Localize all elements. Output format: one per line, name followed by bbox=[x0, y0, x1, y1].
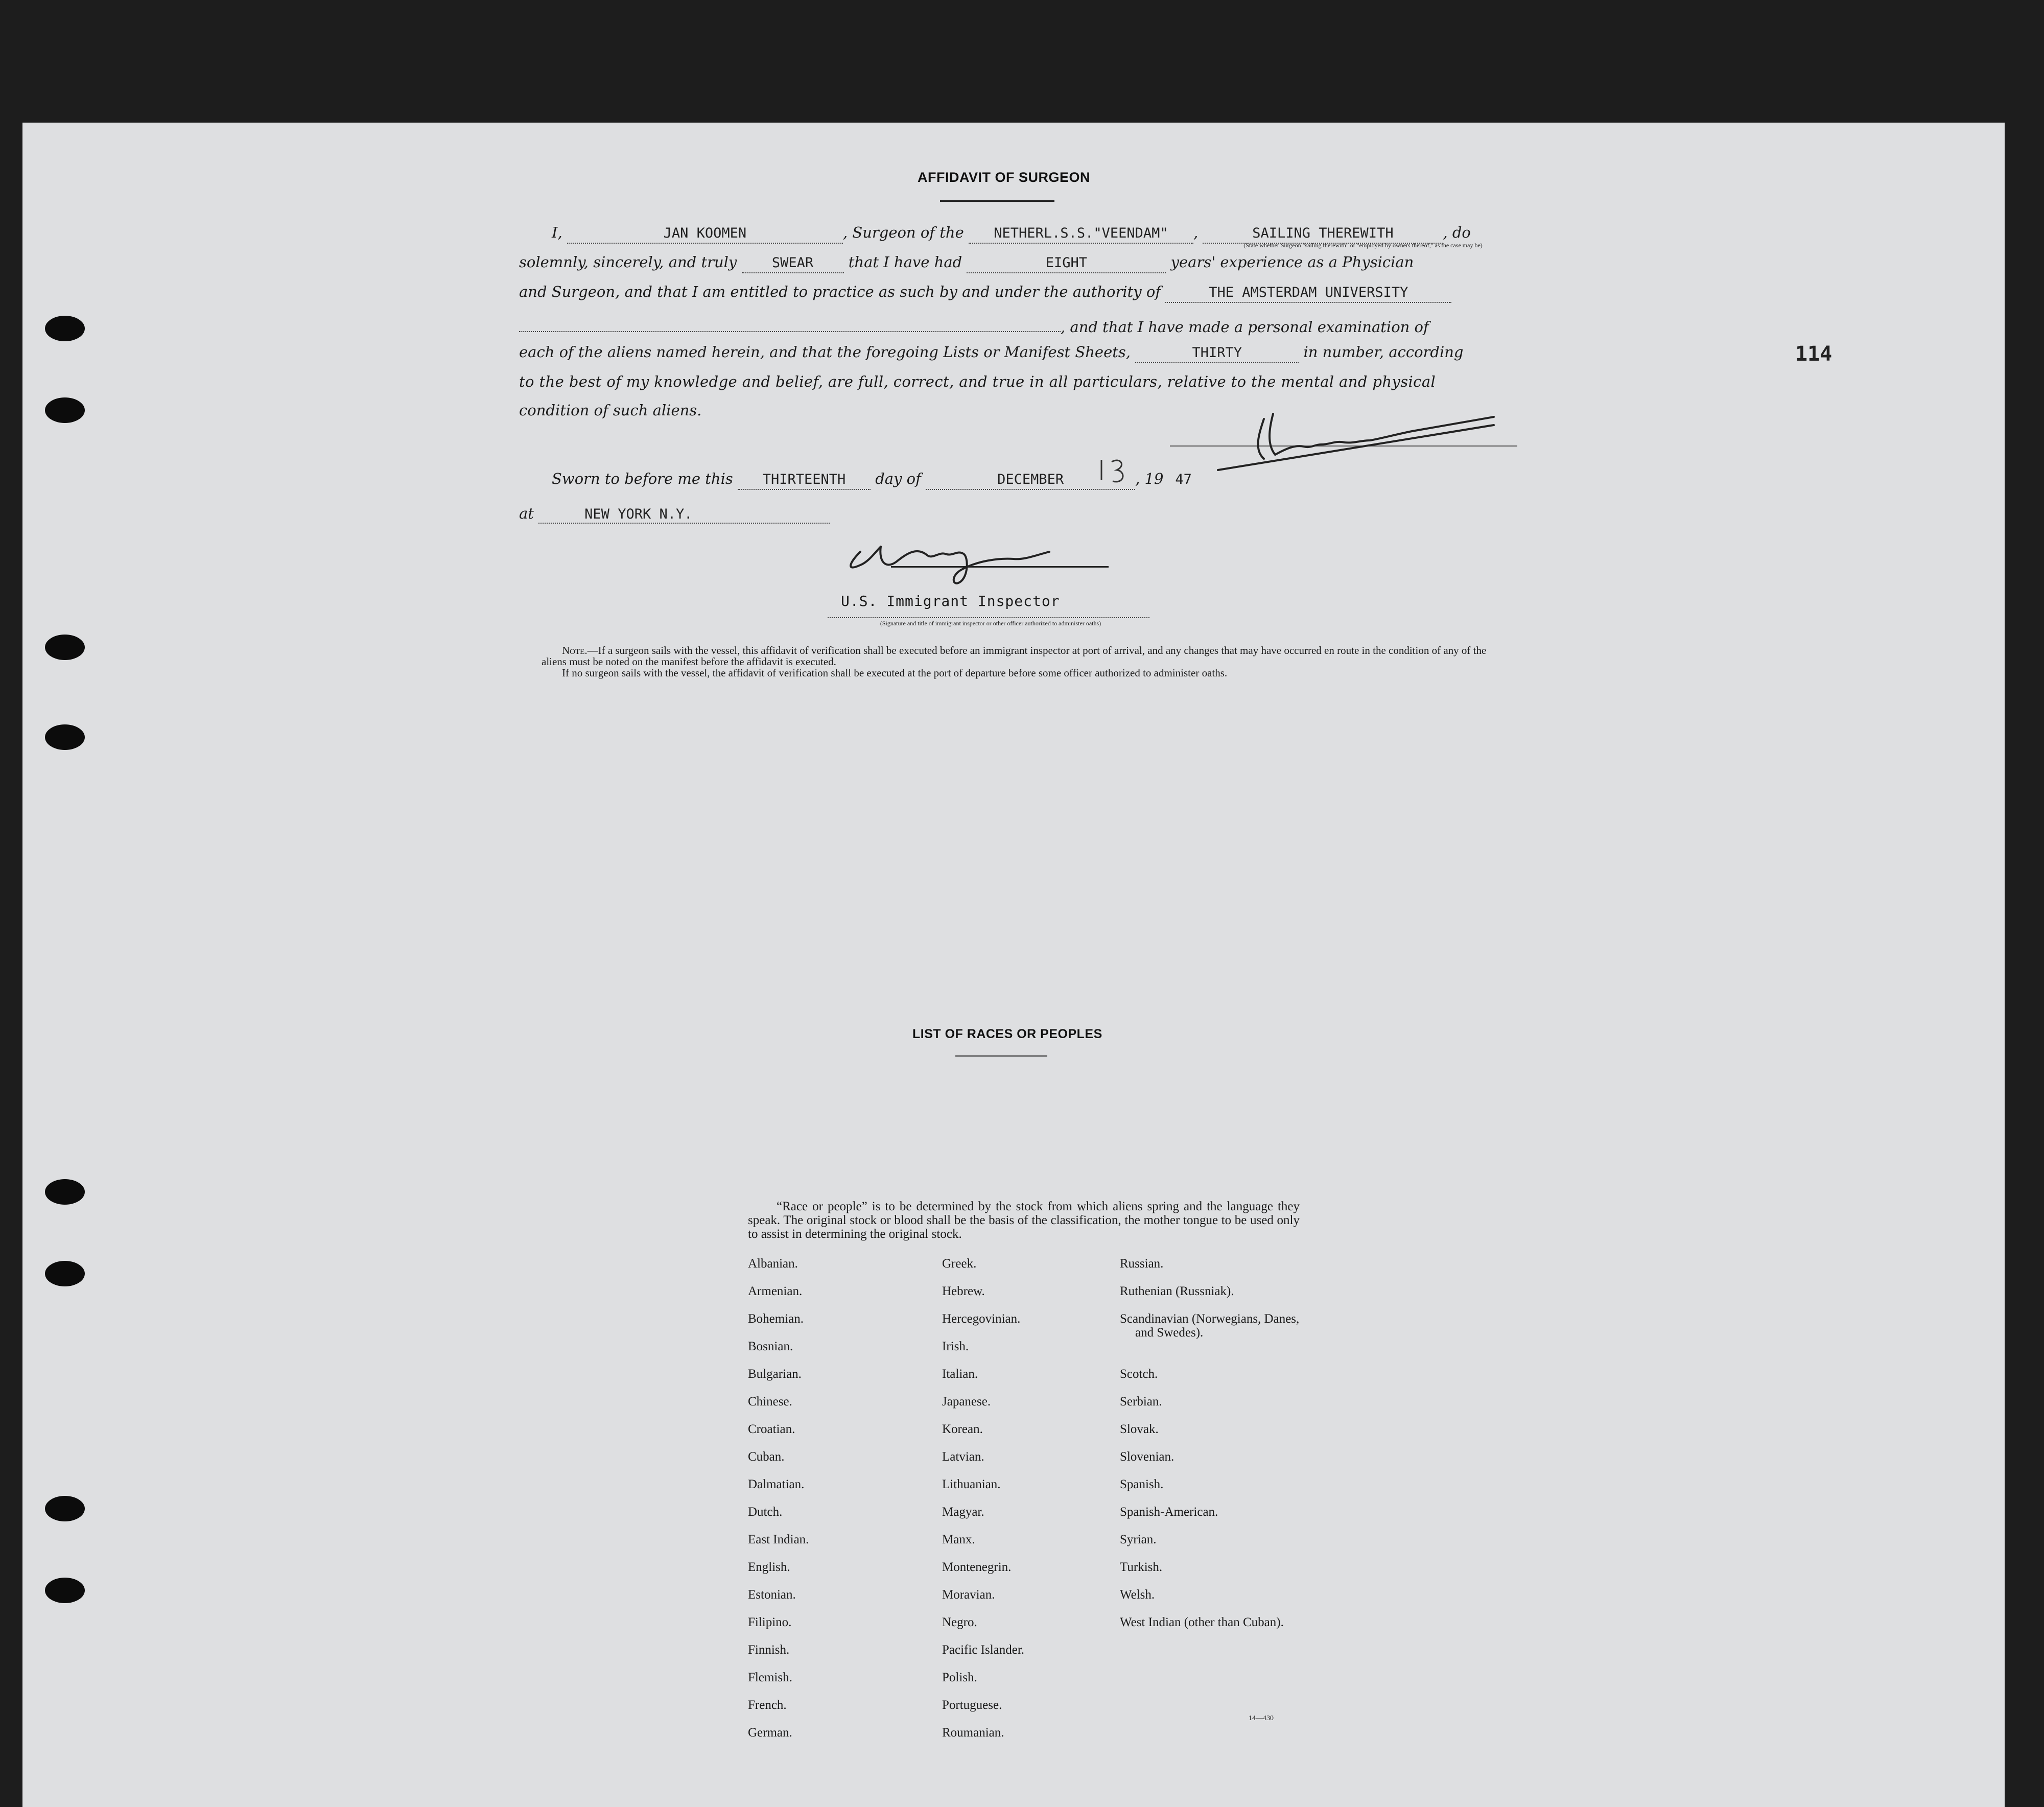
race-item: Spanish. bbox=[1120, 1477, 1164, 1491]
authority-continued-field bbox=[519, 314, 1061, 332]
sheets-count-field: THIRTY bbox=[1135, 345, 1299, 363]
race-item: Turkish. bbox=[1120, 1560, 1163, 1574]
races-title: LIST OF RACES OR PEOPLES bbox=[912, 1027, 1102, 1041]
binder-hole bbox=[45, 397, 85, 423]
race-item: Armenian. bbox=[748, 1284, 803, 1298]
race-item: Negro. bbox=[942, 1615, 977, 1629]
text: , and that I have made a personal examination of bbox=[1061, 318, 1429, 336]
affidavit-line-1 bbox=[552, 224, 1471, 244]
race-item: Lithuanian. bbox=[942, 1477, 1001, 1491]
handwritten-day-mark bbox=[1094, 455, 1135, 490]
page-number: 114 bbox=[1795, 342, 1832, 366]
races-column-3 bbox=[1120, 1257, 1304, 1671]
races-intro: “Race or people” is to be determined by the stock from which aliens spring and the language they speak. The original stock or blood shall be the basis of the classification, the mother tongue to be used only to assist in determining the original stock. bbox=[748, 1200, 1300, 1241]
binder-hole bbox=[45, 1496, 85, 1521]
affidavit-line-5 bbox=[519, 343, 1464, 363]
text: , do bbox=[1443, 224, 1471, 241]
race-item: Dutch. bbox=[748, 1505, 783, 1519]
binder-hole bbox=[45, 1179, 85, 1205]
surgeon-name-field: JAN KOOMEN bbox=[567, 225, 843, 244]
oath-field: SWEAR bbox=[742, 255, 844, 273]
binder-hole bbox=[45, 1261, 85, 1286]
sworn-month-field: DECEMBER bbox=[926, 472, 1135, 490]
race-item: Scandinavian (Norwegians, Danes, and Swedes). bbox=[1120, 1312, 1300, 1340]
race-item: French. bbox=[748, 1698, 787, 1712]
form-number: 14—430 bbox=[1249, 1715, 1274, 1722]
text: solemnly, sincerely, and truly bbox=[519, 253, 737, 271]
race-item: Latvian. bbox=[942, 1450, 984, 1464]
race-item: Chinese. bbox=[748, 1395, 792, 1409]
note-text-1: —If a surgeon sails with the vessel, this affidavit of verification shall be executed before an immigrant inspector at port of arrival, and any changes that may have occurred en route in the condition of any of the aliens must be noted on the manifest before the affidavit is executed. bbox=[542, 644, 1487, 668]
text: , Surgeon of the bbox=[842, 224, 964, 241]
text: , 19 bbox=[1135, 470, 1164, 487]
text: Sworn to before me this bbox=[552, 470, 733, 487]
race-item: Manx. bbox=[942, 1533, 975, 1546]
binder-hole bbox=[45, 724, 85, 750]
inspector-hint: (Signature and title of immigrant inspector or other officer authorized to administer oaths) bbox=[880, 620, 1101, 627]
place-field: NEW YORK N.Y. bbox=[538, 506, 830, 524]
inspector-title: U.S. Immigrant Inspector bbox=[841, 593, 1060, 609]
place-line bbox=[519, 505, 830, 524]
note-label: Note. bbox=[562, 644, 588, 656]
text: day of bbox=[875, 470, 921, 487]
years-field: EIGHT bbox=[967, 255, 1166, 273]
surgeon-signature bbox=[1141, 393, 1530, 475]
race-item: Hercegovinian. bbox=[942, 1312, 1021, 1326]
race-item: Slovenian. bbox=[1120, 1450, 1174, 1464]
race-item: Estonian. bbox=[748, 1588, 796, 1602]
race-item: Bohemian. bbox=[748, 1312, 804, 1326]
race-item: Montenegrin. bbox=[942, 1560, 1012, 1574]
race-item: Slovak. bbox=[1120, 1422, 1159, 1436]
text: in number, according bbox=[1303, 343, 1464, 361]
race-item: Pacific Islander. bbox=[942, 1643, 1025, 1657]
binder-hole bbox=[45, 1578, 85, 1603]
race-item: Welsh. bbox=[1120, 1588, 1155, 1602]
race-item: Albanian. bbox=[748, 1257, 798, 1271]
document-sheet bbox=[22, 123, 2005, 1807]
affidavit-line-3 bbox=[519, 283, 1451, 303]
affidavit-title: AFFIDAVIT OF SURGEON bbox=[918, 170, 1090, 185]
note-paragraph-2: If no surgeon sails with the vessel, the affidavit of verification shall be executed at the port of departure before some officer authorized to administer oaths. bbox=[562, 667, 1228, 679]
binder-hole bbox=[45, 316, 85, 341]
text: that I have had bbox=[848, 253, 962, 271]
text: I, bbox=[552, 224, 562, 241]
title-rule bbox=[940, 200, 1054, 202]
affidavit-line-2 bbox=[519, 253, 1414, 273]
affidavit-note bbox=[542, 645, 1507, 678]
race-item: Dalmatian. bbox=[748, 1477, 805, 1491]
text: each of the aliens named herein, and that the foregoing Lists or Manifest Sheets, bbox=[519, 343, 1131, 361]
race-item: German. bbox=[748, 1726, 792, 1740]
inspector-signature bbox=[830, 531, 1136, 593]
vessel-field: NETHERL.S.S."VEENDAM" bbox=[969, 225, 1193, 244]
inspector-title-line bbox=[828, 616, 1149, 618]
races-column-1 bbox=[748, 1257, 809, 1753]
race-item: Spanish-American. bbox=[1120, 1505, 1218, 1519]
affidavit-line-7: condition of such aliens. bbox=[519, 402, 702, 419]
race-item: Irish. bbox=[942, 1340, 969, 1353]
sailing-status-field: SAILING THEREWITH bbox=[1203, 225, 1443, 244]
text: , bbox=[1193, 224, 1199, 241]
race-item: Korean. bbox=[942, 1422, 983, 1436]
sworn-day-field: THIRTEENTH bbox=[738, 472, 871, 490]
race-item: Roumanian. bbox=[942, 1726, 1004, 1740]
note-paragraph-1 bbox=[542, 645, 1507, 667]
binder-hole bbox=[45, 635, 85, 660]
race-item: Polish. bbox=[942, 1671, 977, 1684]
race-item: Scotch. bbox=[1120, 1367, 1158, 1381]
text: at bbox=[519, 505, 534, 522]
text: years' experience as a Physician bbox=[1170, 253, 1414, 271]
race-item: Portuguese. bbox=[942, 1698, 1002, 1712]
race-item: Filipino. bbox=[748, 1615, 792, 1629]
race-item: Italian. bbox=[942, 1367, 978, 1381]
race-item: Russian. bbox=[1120, 1257, 1164, 1271]
race-item: Bulgarian. bbox=[748, 1367, 802, 1381]
race-item: Serbian. bbox=[1120, 1395, 1162, 1409]
sailing-hint: (State whether Surgeon "sailing therewith" or "employed by owners thereof," as the case may be) bbox=[1243, 242, 1483, 249]
race-item: Croatian. bbox=[748, 1422, 795, 1436]
race-item: Moravian. bbox=[942, 1588, 995, 1602]
race-item: Cuban. bbox=[748, 1450, 785, 1464]
race-item: Finnish. bbox=[748, 1643, 790, 1657]
race-item: Ruthenian (Russniak). bbox=[1120, 1284, 1234, 1298]
race-item: English. bbox=[748, 1560, 790, 1574]
race-item: Syrian. bbox=[1120, 1533, 1157, 1546]
affidavit-line-6: to the best of my knowledge and belief, are full, correct, and true in all particulars, relative to the mental and physical bbox=[519, 373, 1436, 390]
races-title-rule bbox=[955, 1055, 1047, 1057]
race-item: Flemish. bbox=[748, 1671, 792, 1684]
authority-field: THE AMSTERDAM UNIVERSITY bbox=[1165, 285, 1451, 303]
text: and Surgeon, and that I am entitled to practice as such by and under the authority of bbox=[519, 283, 1161, 300]
sworn-year-field: 47 bbox=[1175, 472, 1192, 487]
race-item: Hebrew. bbox=[942, 1284, 985, 1298]
races-column-2 bbox=[942, 1257, 1024, 1753]
race-item: Japanese. bbox=[942, 1395, 991, 1409]
inspector-signature-line bbox=[891, 566, 1109, 568]
race-item: Bosnian. bbox=[748, 1340, 793, 1353]
race-item: Greek. bbox=[942, 1257, 977, 1271]
affidavit-line-4 bbox=[519, 314, 1429, 336]
race-item: Magyar. bbox=[942, 1505, 984, 1519]
race-item: West Indian (other than Cuban). bbox=[1120, 1615, 1284, 1629]
race-item: East Indian. bbox=[748, 1533, 809, 1546]
